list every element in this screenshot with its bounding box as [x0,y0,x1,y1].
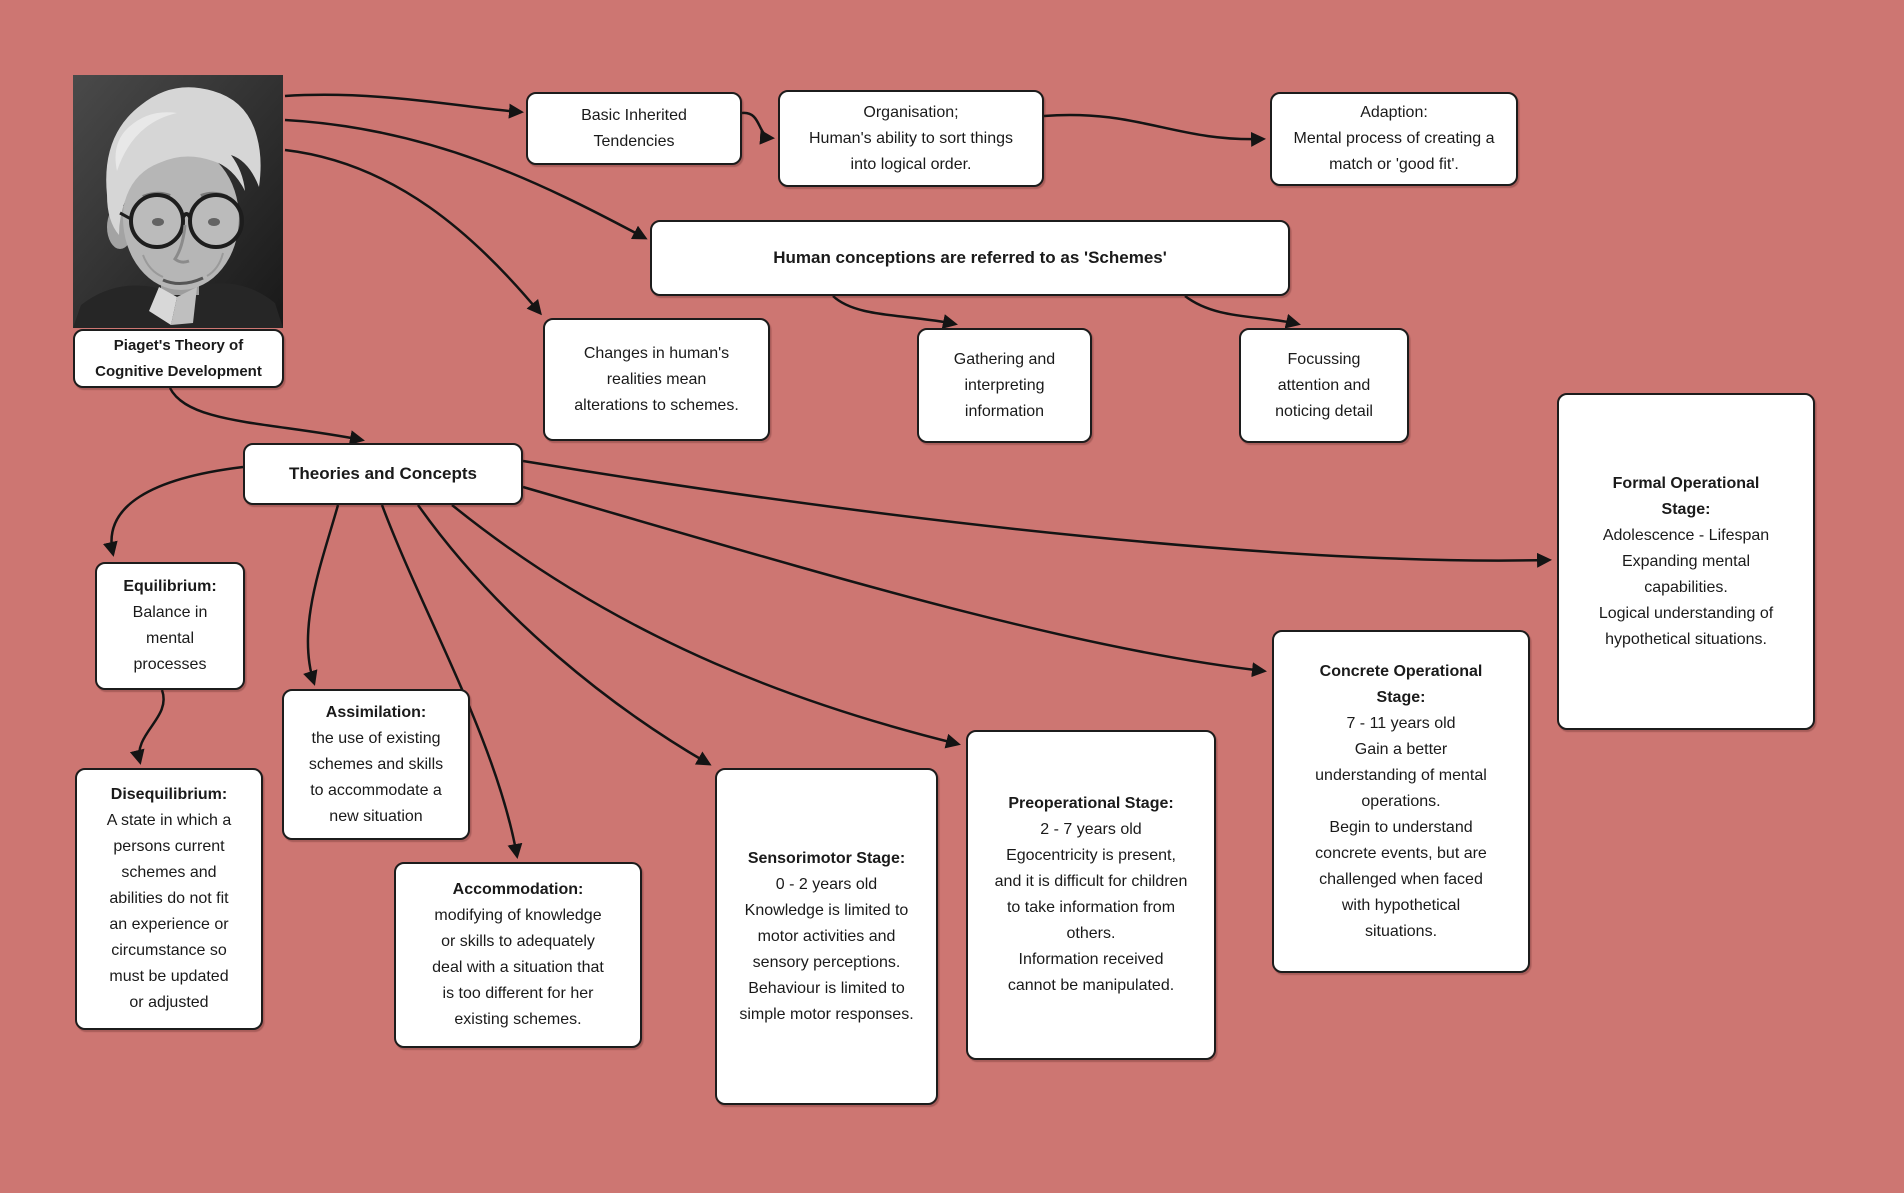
node-text-line: Tendencies [593,132,675,150]
node-title-line: Stage: [1376,688,1426,706]
node-text-line: schemes and skills [308,755,444,773]
node-text-line: Basic Inherited [581,106,687,124]
node-text-line: persons current [113,838,225,855]
node-changes-in-realities[interactable] [543,318,770,441]
node-text-line: to accommodate a [310,781,442,799]
node-text-line: cannot be manipulated. [1007,977,1175,994]
node-text-line: capabilities. [1644,578,1728,596]
node-text-line: Organisation; [863,103,959,121]
node-text-line: simple motor responses. [739,1005,914,1023]
node-text-line: alterations to schemes. [574,396,739,414]
node-title-line: Equilibrium: [123,578,217,595]
node-title-line: Theories and Concepts [289,464,477,483]
node-text-line: interpreting [964,376,1045,394]
node-text-line: Focussing [1287,350,1361,368]
piaget-photo[interactable] [73,75,283,328]
edge-photo-to-changes-in-realities [285,150,540,313]
edge-theories-and-concepts-to-formal-operational-stage [523,461,1549,561]
node-disequilibrium[interactable] [75,768,263,1030]
node-accommodation[interactable] [394,862,642,1048]
node-text-line: existing schemes. [454,1011,582,1028]
node-title-line: Formal Operational [1612,474,1760,492]
node-text-line: to take information from [1006,899,1176,916]
node-assimilation[interactable] [282,689,470,840]
edge-basic-inherited-tendencies-to-organisation [742,113,772,138]
edge-theories-and-concepts-to-assimilation [308,505,338,683]
node-text-line: 0 - 2 years old [775,875,878,893]
node-theories-and-concepts[interactable] [243,443,523,505]
node-text-line: Human's ability to sort things [808,129,1014,147]
node-text-line: processes [133,656,207,673]
node-text-line: deal with a situation that [432,959,604,976]
node-text-line: abilities do not fit [109,890,229,907]
node-title-line: Piaget's Theory of [113,336,244,354]
node-title-line: Human conceptions are referred to as 'Schemes' [773,248,1167,267]
node-text-line: Egocentricity is present, [1006,847,1176,864]
node-equilibrium[interactable] [95,562,245,690]
node-title-line: Disequilibrium: [110,786,228,803]
node-text-line: Mental process of creating a [1293,130,1495,147]
node-text-line: sensory perceptions. [752,953,901,971]
node-title-line: Preoperational Stage: [1008,795,1174,812]
node-title-line: Concrete Operational [1319,662,1483,680]
node-text-line: Gain a better [1354,740,1448,758]
node-text-line: or adjusted [129,994,209,1011]
node-text-line: Information received [1018,951,1164,968]
node-piaget-title[interactable] [73,329,284,388]
node-title-line: Accommodation: [452,881,584,898]
node-text-line: Gathering and [953,350,1056,368]
node-gathering-information[interactable] [917,328,1092,443]
node-text-line: motor activities and [757,927,896,945]
node-text-line: Expanding mental [1621,552,1751,570]
node-text-line: Changes in human's [583,344,730,362]
node-preoperational-stage[interactable] [966,730,1216,1060]
node-schemes[interactable] [650,220,1290,296]
node-text-line: an experience or [109,916,229,933]
node-title-line: Assimilation: [325,703,427,721]
node-text-line: understanding of mental [1315,766,1487,784]
node-text-line: 2 - 7 years old [1040,821,1142,838]
node-text-line: circumstance so [111,942,227,959]
node-text-line: Logical understanding of [1598,604,1774,622]
node-text-line: challenged when faced [1319,870,1483,888]
node-text-line: others. [1066,925,1116,942]
node-text-line: A state in which a [106,812,232,829]
node-text-line: realities mean [606,370,707,388]
edge-schemes-to-focussing-attention [1185,296,1298,324]
node-text-line: Adaption: [1360,104,1428,121]
node-organisation[interactable] [778,90,1044,187]
node-text-line: Behaviour is limited to [748,979,905,997]
node-text-line: and it is difficult for children [994,873,1188,890]
edge-schemes-to-gathering-information [833,296,955,324]
node-basic-inherited-tendencies[interactable] [526,92,742,165]
edge-equilibrium-to-disequilibrium [139,690,163,762]
node-adaption[interactable] [1270,92,1518,186]
node-text-line: information [964,402,1045,420]
node-text-line: 7 - 11 years old [1346,714,1456,732]
node-text-line: noticing detail [1275,402,1373,420]
node-text-line: Balance in [132,604,208,621]
node-text-line: operations. [1361,792,1441,810]
node-title-line: Sensorimotor Stage: [747,849,906,867]
node-text-line: schemes and [121,864,217,881]
node-concrete-operational-stage[interactable] [1272,630,1530,973]
node-text-line: with hypothetical [1341,896,1461,914]
node-title-line: Cognitive Development [95,362,262,380]
node-text-line: into logical order. [850,155,972,173]
node-text-line: new situation [329,807,423,825]
node-text-line: situations. [1364,922,1438,940]
edge-organisation-to-adaption [1044,115,1263,139]
edge-theories-and-concepts-to-equilibrium [111,467,243,554]
node-text-line: hypothetical situations. [1605,630,1767,648]
node-text-line: concrete events, but are [1315,844,1487,862]
node-text-line: match or 'good fit'. [1329,156,1459,173]
node-sensorimotor-stage[interactable] [715,768,938,1105]
node-text-line: Knowledge is limited to [744,901,909,919]
node-focussing-attention[interactable] [1239,328,1409,443]
node-text-line: Begin to understand [1329,818,1473,836]
node-title-line: Stage: [1661,500,1711,518]
node-text-line: mental [145,630,195,647]
node-text-line: is too different for her [442,985,594,1002]
node-text-line: must be updated [109,968,229,985]
node-text-line: the use of existing [311,729,441,747]
node-text-line: modifying of knowledge [434,907,602,924]
edge-photo-to-basic-inherited-tendencies [285,95,521,112]
node-text-line: Adolescence - Lifespan [1602,526,1770,544]
node-text-line: or skills to adequately [441,933,595,950]
node-text-line: attention and [1277,376,1371,394]
edge-piaget-title-to-theories-and-concepts [170,388,362,440]
node-formal-operational-stage[interactable] [1557,393,1815,730]
